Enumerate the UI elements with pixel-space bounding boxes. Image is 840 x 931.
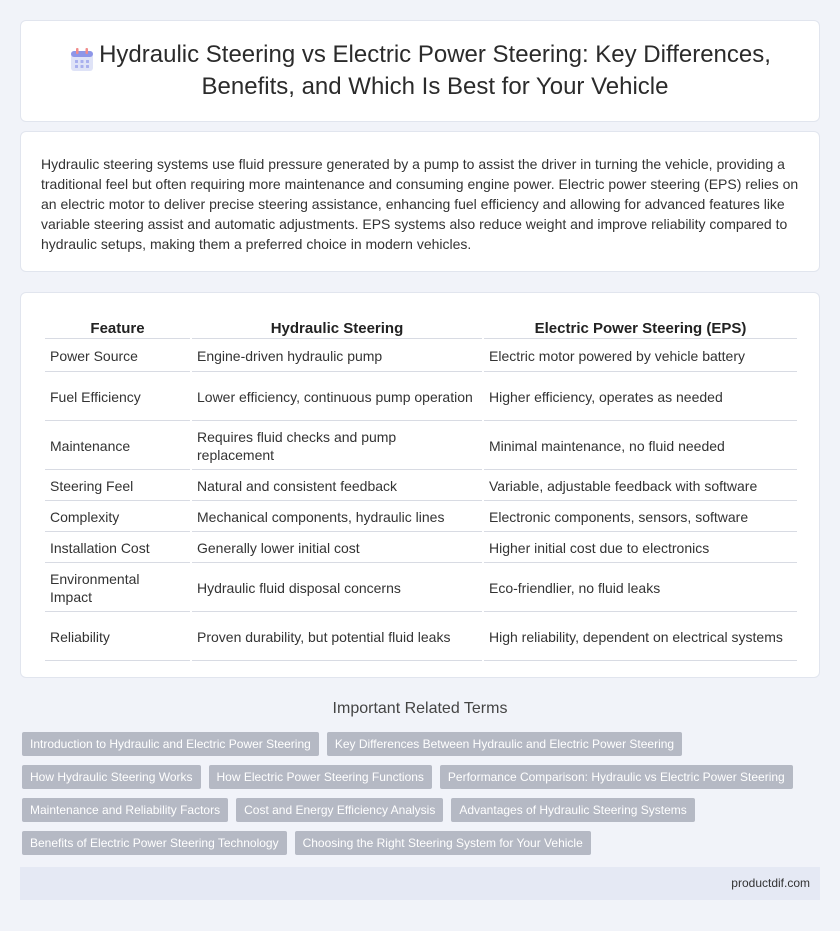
comparison-table — [43, 317, 799, 663]
table-header-row — [45, 319, 797, 339]
feature-cell: Maintenance — [45, 423, 190, 470]
intro-card — [20, 131, 820, 272]
hydraulic-cell: Natural and consistent feedback — [192, 472, 482, 501]
eps-cell: Electric motor powered by vehicle battery — [484, 341, 797, 372]
table-row — [45, 472, 797, 501]
hydraulic-cell: Hydraulic fluid disposal concerns — [192, 565, 482, 612]
hydraulic-cell: Requires fluid checks and pump replacement — [192, 423, 482, 470]
footer-source[interactable]: productdif.com — [731, 876, 810, 890]
table-row — [45, 374, 797, 421]
comparison-card — [20, 292, 820, 678]
related-terms-title: Important Related Terms — [332, 700, 508, 717]
related-term-tag[interactable]: How Hydraulic Steering Works — [22, 765, 201, 789]
feature-cell: Installation Cost — [45, 534, 190, 563]
feature-cell: Complexity — [45, 503, 190, 532]
eps-cell: Electronic components, sensors, software — [484, 503, 797, 532]
column-header-hydraulic: Hydraulic Steering — [192, 319, 482, 339]
eps-cell: Higher initial cost due to electronics — [484, 534, 797, 563]
related-term-tag[interactable]: Key Differences Between Hydraulic and Electric Power Steering — [327, 732, 682, 756]
column-header-feature: Feature — [45, 319, 190, 339]
feature-cell: Steering Feel — [45, 472, 190, 501]
related-term-tag[interactable]: Introduction to Hydraulic and Electric Power Steering — [22, 732, 319, 756]
table-row — [45, 503, 797, 532]
feature-cell: Reliability — [45, 614, 190, 661]
related-terms-list — [22, 731, 812, 863]
table-row — [45, 341, 797, 372]
feature-cell: Environmental Impact — [45, 565, 190, 612]
related-term-tag[interactable]: Cost and Energy Efficiency Analysis — [236, 798, 443, 822]
hydraulic-cell: Lower efficiency, continuous pump operation — [192, 374, 482, 421]
eps-cell: Minimal maintenance, no fluid needed — [484, 423, 797, 470]
hydraulic-cell: Engine-driven hydraulic pump — [192, 341, 482, 372]
eps-cell: Variable, adjustable feedback with software — [484, 472, 797, 501]
intro-paragraph: Hydraulic steering systems use fluid pressure generated by a pump to assist the driver in turning the vehicle, providing a traditional feel but often requiring more maintenance and consuming engine power. Electric power steering (EPS) relies on an electric motor to deliver precise steering assistance, enhancing fuel efficiency and allowing for advanced features like variable steering assist and automatic adjustments. EPS systems also reduce weight and improve reliability compared to hydraulic setups, making them a preferred choice in modern vehicles. — [41, 156, 799, 252]
table-row — [45, 614, 797, 661]
page-title: Hydraulic Steering vs Electric Power Steering: Key Differences, Benefits, and Which Is Best for Your Vehicle — [99, 41, 771, 100]
feature-cell: Power Source — [45, 341, 190, 372]
feature-cell: Fuel Efficiency — [45, 374, 190, 421]
table-row — [45, 565, 797, 612]
header-card — [20, 20, 820, 122]
eps-cell: Higher efficiency, operates as needed — [484, 374, 797, 421]
hydraulic-cell: Proven durability, but potential fluid leaks — [192, 614, 482, 661]
hydraulic-cell: Generally lower initial cost — [192, 534, 482, 563]
eps-cell: High reliability, dependent on electrical systems — [484, 614, 797, 661]
related-term-tag[interactable]: How Electric Power Steering Functions — [209, 765, 432, 789]
hydraulic-cell: Mechanical components, hydraulic lines — [192, 503, 482, 532]
column-header-eps: Electric Power Steering (EPS) — [484, 319, 797, 339]
related-term-tag[interactable]: Benefits of Electric Power Steering Technology — [22, 831, 287, 855]
table-row — [45, 423, 797, 470]
related-term-tag[interactable]: Choosing the Right Steering System for Your Vehicle — [295, 831, 591, 855]
related-term-tag[interactable]: Maintenance and Reliability Factors — [22, 798, 228, 822]
related-term-tag[interactable]: Performance Comparison: Hydraulic vs Electric Power Steering — [440, 765, 793, 789]
related-term-tag[interactable]: Advantages of Hydraulic Steering Systems — [451, 798, 694, 822]
footer-bar — [20, 867, 820, 900]
table-row — [45, 534, 797, 563]
eps-cell: Eco-friendlier, no fluid leaks — [484, 565, 797, 612]
